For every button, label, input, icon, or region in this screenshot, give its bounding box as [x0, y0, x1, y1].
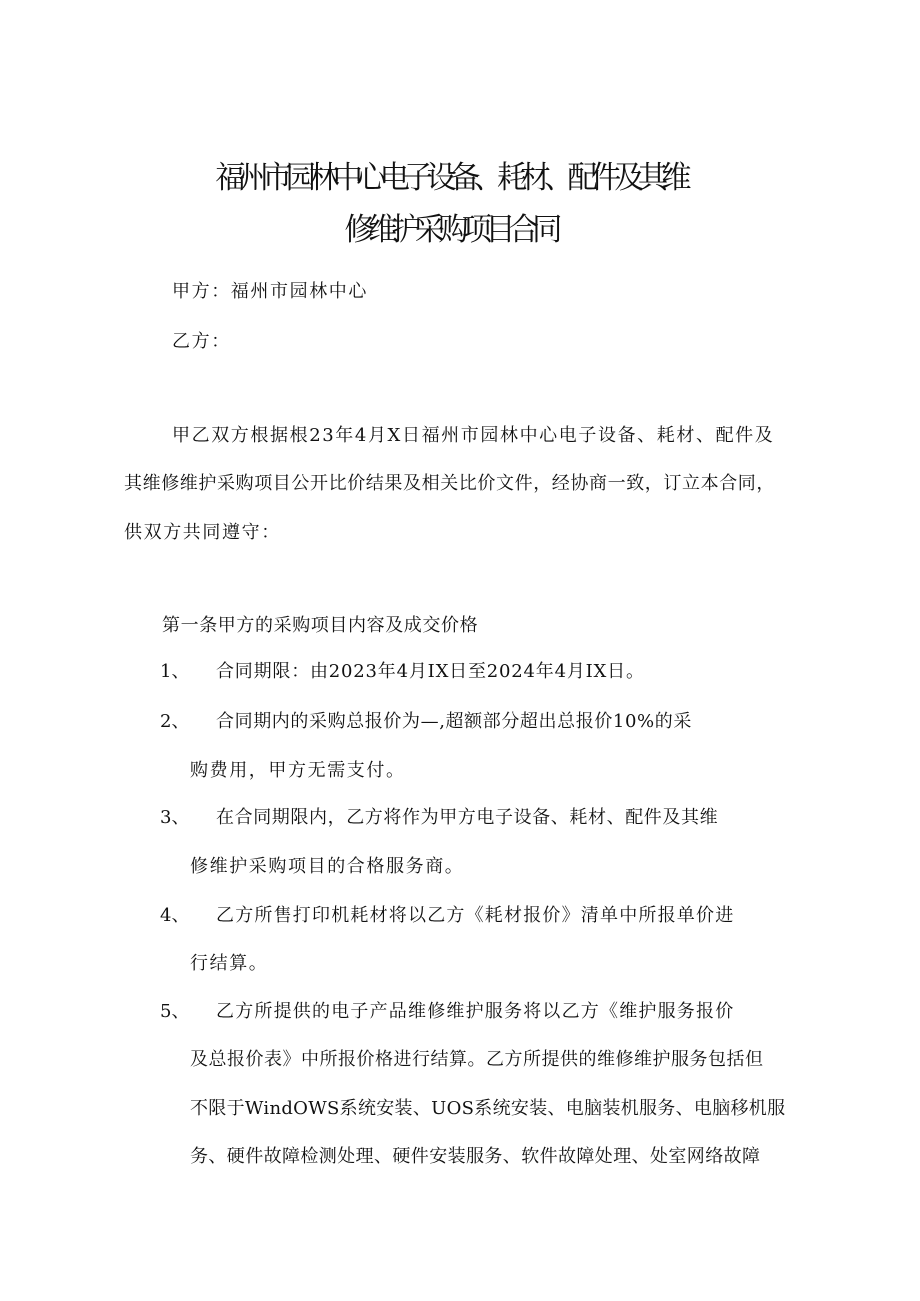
- clause-number: 3、: [160, 807, 190, 828]
- clause-4-line-1: 乙方所售打印机耗材将以乙方《耗材报价》清单中所报单价进: [216, 905, 735, 926]
- party-a: 甲方：福州市园林中心: [172, 281, 368, 302]
- clause-4-line-2: 行结算。: [190, 953, 269, 974]
- clause-5-line-2: 及总报价表》中所报价格进行结算。乙方所提供的维修维护服务包括但: [190, 1049, 764, 1070]
- clause-3-line-2: 修维护采购项目的合格服务商。: [190, 856, 465, 877]
- contract-title-line-1: 福州市园林中心电子设备、耗材、配件及其维: [215, 160, 685, 196]
- clause-3-line-1: 在合同期限内，乙方将作为甲方电子设备、耗材、配件及其维: [216, 807, 719, 828]
- clause-5-line-3: 不限于WindOWS系统安装、UOS系统安装、电脑装机服务、电脑移机服: [190, 1098, 786, 1119]
- clause-1-line-1: 合同期限：由2023年4月IX日至2024年4月IX日。: [216, 661, 645, 682]
- clause-number: 4、: [160, 905, 190, 926]
- intro-paragraph-line-2: 其维修维护采购项目公开比价结果及相关比价文件，经协商一致，订立本合同，: [124, 473, 775, 494]
- clause-number: 2、: [160, 711, 190, 732]
- clause-number: 5、: [160, 1001, 190, 1022]
- clause-2-line-1: 合同期内的采购总报价为—,超额部分超出总报价10%的采: [216, 711, 692, 732]
- contract-title-line-2: 修维护采购项目合同: [344, 212, 556, 248]
- clause-number: 1、: [160, 661, 190, 682]
- party-b: 乙方：: [172, 331, 231, 352]
- clause-5-line-4: 务、硬件故障检测处理、硬件安装服务、软件故障处理、处室网络故障: [190, 1146, 761, 1167]
- intro-paragraph-line-1: 甲乙双方根据根23年4月X日福州市园林中心电子设备、耗材、配件及: [172, 425, 775, 446]
- clause-2-line-2: 购费用，甲方无需支付。: [190, 760, 406, 781]
- intro-paragraph-line-3: 供双方共同遵守：: [124, 522, 281, 543]
- article-1-heading: 第一条甲方的采购项目内容及成交价格: [162, 615, 479, 636]
- clause-5-line-1: 乙方所提供的电子产品维修维护服务将以乙方《维护服务报价: [216, 1001, 735, 1022]
